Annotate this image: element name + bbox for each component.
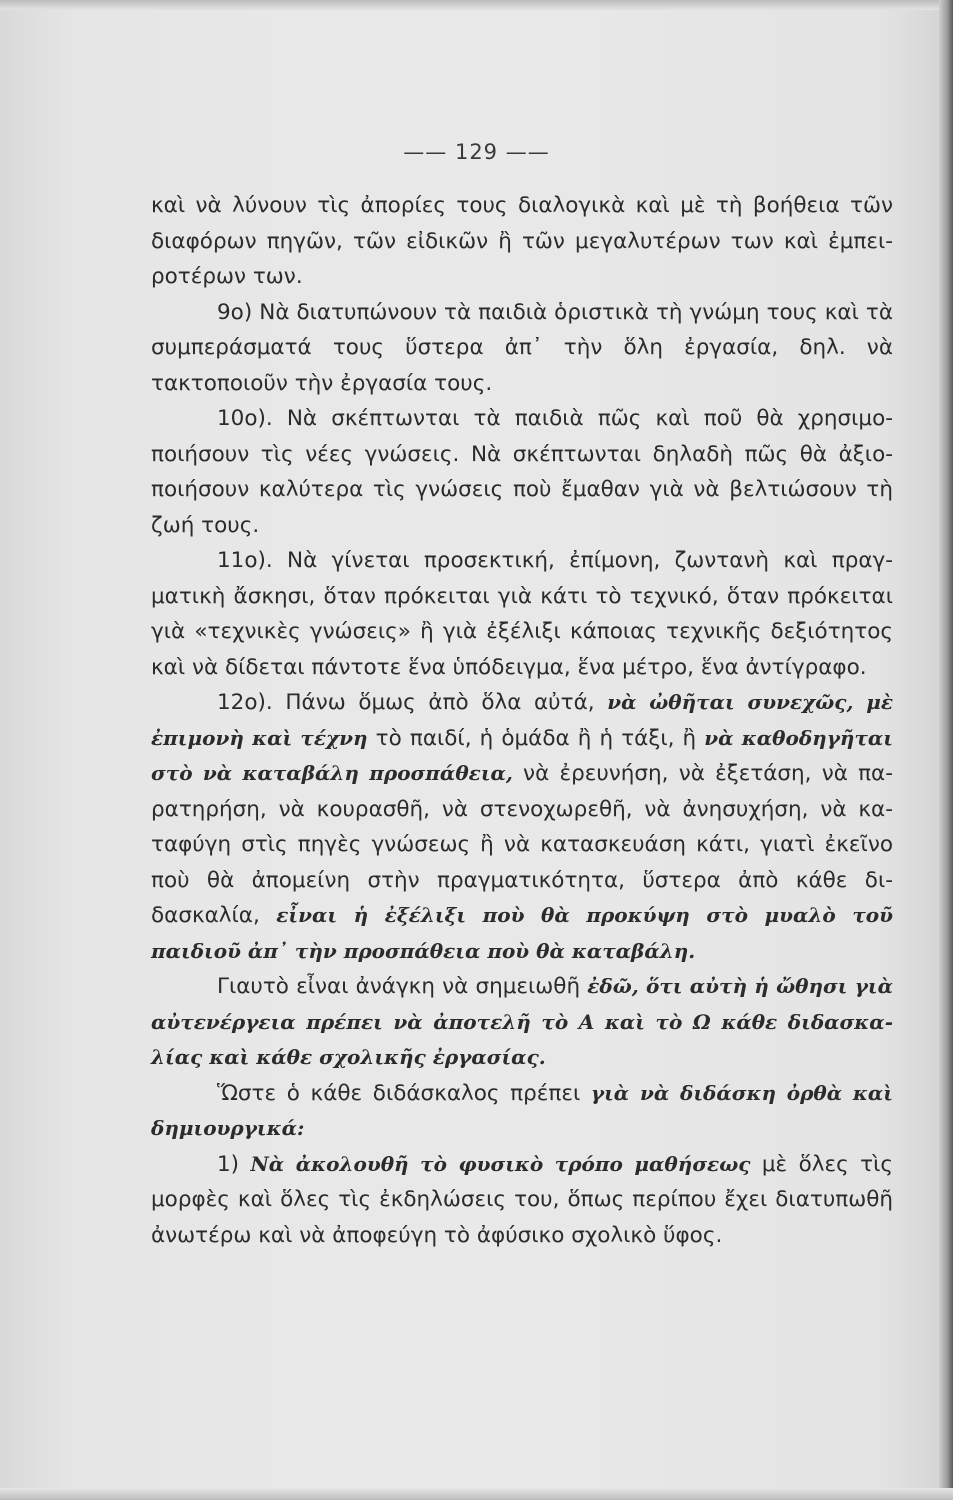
- text-run: 10ο). Νὰ σκέπτωνται τὰ παιδιὰ πῶς καὶ ποῦ θὰ χρησιμοποιήσουν τὶς νέες γνώσεις. Νὰ σκέπτωνται δηλαδὴ πῶς θὰ ἀξιοποιήσουν καλύτερα τὶς γνώσεις ποὺ ἔμαθαν γιὰ νὰ βελτιώσουν τὴ ζωή τους.: [151, 406, 893, 538]
- italic-run: νὰ καθοδηγῆται στὸ νὰ καταβάλη προσπάθεια,: [151, 725, 893, 785]
- italic-run: Νὰ ἀκολουθῆ τὸ φυσικὸ τρόπο μαθήσεως: [250, 1151, 751, 1176]
- paragraph-item-12: [151, 685, 893, 969]
- page-number: —— 129 ——: [403, 140, 550, 164]
- paragraph-continuation: [151, 188, 893, 295]
- paragraph-item-10: [151, 401, 893, 543]
- body-text: [151, 188, 893, 1253]
- paragraph-emphasis: [151, 969, 893, 1076]
- paragraph-item-11: [151, 543, 893, 685]
- page-top-edge: [0, 0, 953, 10]
- text-run: νὰ ἐρευνήση, νὰ ἐξετάση, νὰ παρατηρήση, νὰ κουρασθῆ, νὰ στενοχωρεθῆ, νὰ ἀνησυχήση, νὰ καταφύγη στὶς πηγὲς γνώσεως ἢ νὰ κατασκευάση κάτι, γιατὶ ἐκεῖνο ποὺ θὰ ἀπομείνη στὴν πραγματικότητα, ὕστερα ἀπὸ κάθε διδασκαλία,: [151, 761, 893, 928]
- paragraph-item-9: [151, 295, 893, 402]
- text-run: 11ο). Νὰ γίνεται προσεκτική, ἐπίμονη, ζωντανὴ καὶ πραγματικὴ ἄσκησι, ὅταν πρόκειται γιὰ κάτι τὸ τεχνικό, ὅταν πρόκειται γιὰ «τεχνικὲς γνώσεις» ἢ γιὰ ἐξέλιξι κάποιας τεχνικῆς δεξιότητος καὶ νὰ δίδεται πάντοτε ἕνα ὑπόδειγμα, ἕνα μέτρο, ἕνα ἀντίγραφο.: [151, 548, 893, 680]
- text-run: 1): [217, 1151, 251, 1177]
- text-run: τὸ παιδί, ἡ ὁμάδα ἢ ἡ τάξι, ἢ: [367, 725, 705, 751]
- italic-run: εἶναι ἡ ἐξέλιξι ποὺ θὰ προκύψη στὸ μυαλὸ τοῦ παιδιοῦ ἀπ᾿ τὴν προσπάθεια ποὺ θὰ καταβάλη.: [151, 903, 893, 963]
- italic-run: γιὰ νὰ διδάσκη ὀρθὰ καὶ δημιουργικά:: [151, 1080, 893, 1140]
- text-run: Ὥστε ὁ κάθε διδάσκαλος πρέπει: [217, 1080, 591, 1106]
- text-run: καὶ νὰ λύνουν τὶς ἀπορίες τους διαλογικὰ καὶ μὲ τὴ βοήθεια τῶν διαφόρων πηγῶν, τῶν εἰδικῶν ἢ τῶν μεγαλυτέρων των καὶ ἐμπειροτέρων των.: [151, 193, 893, 289]
- text-run: 12ο). Πάνω ὅμως ἀπὸ ὅλα αὐτά,: [217, 690, 608, 715]
- paragraph-teacher: [151, 1076, 893, 1147]
- text-run: 9ο) Νὰ διατυπώνουν τὰ παιδιὰ ὁριστικὰ τὴ γνώμη τους καὶ τὰ συμπεράσματά τους ὕστερα ἀπ᾿ τὴν ὅλη ἐργασία, δηλ. νὰ τακτοποιοῦν τὴν ἐργασία τους.: [151, 299, 893, 396]
- text-run: Γιαυτὸ εἶναι ἀνάγκη νὰ σημειωθῆ: [217, 974, 588, 999]
- page-bottom-edge: [0, 1488, 953, 1500]
- paragraph-rule-1: [151, 1147, 893, 1254]
- italic-run: ἐδῶ, ὅτι αὐτὴ ἡ ὤθησι γιὰ αὐτενέργεια πρέπει νὰ ἀποτελῆ τὸ Α καὶ τὸ Ω κάθε διδασκαλίας καὶ κάθε σχολικῆς ἐργασίας.: [151, 974, 893, 1069]
- text-run: μὲ ὅλες τὶς μορφὲς καὶ ὅλες τὶς ἐκδηλώσεις του, ὅπως περίπου ἔχει διατυπωθῆ ἀνωτέρω καὶ νὰ ἀποφεύγη τὸ ἀφύσικο σχολικὸ ὕφος.: [151, 1151, 893, 1248]
- italic-run: νὰ ὠθῆται συνεχῶς, μὲ ἐπιμονὴ καὶ τέχνη: [151, 690, 894, 750]
- page-right-edge: [939, 0, 953, 1500]
